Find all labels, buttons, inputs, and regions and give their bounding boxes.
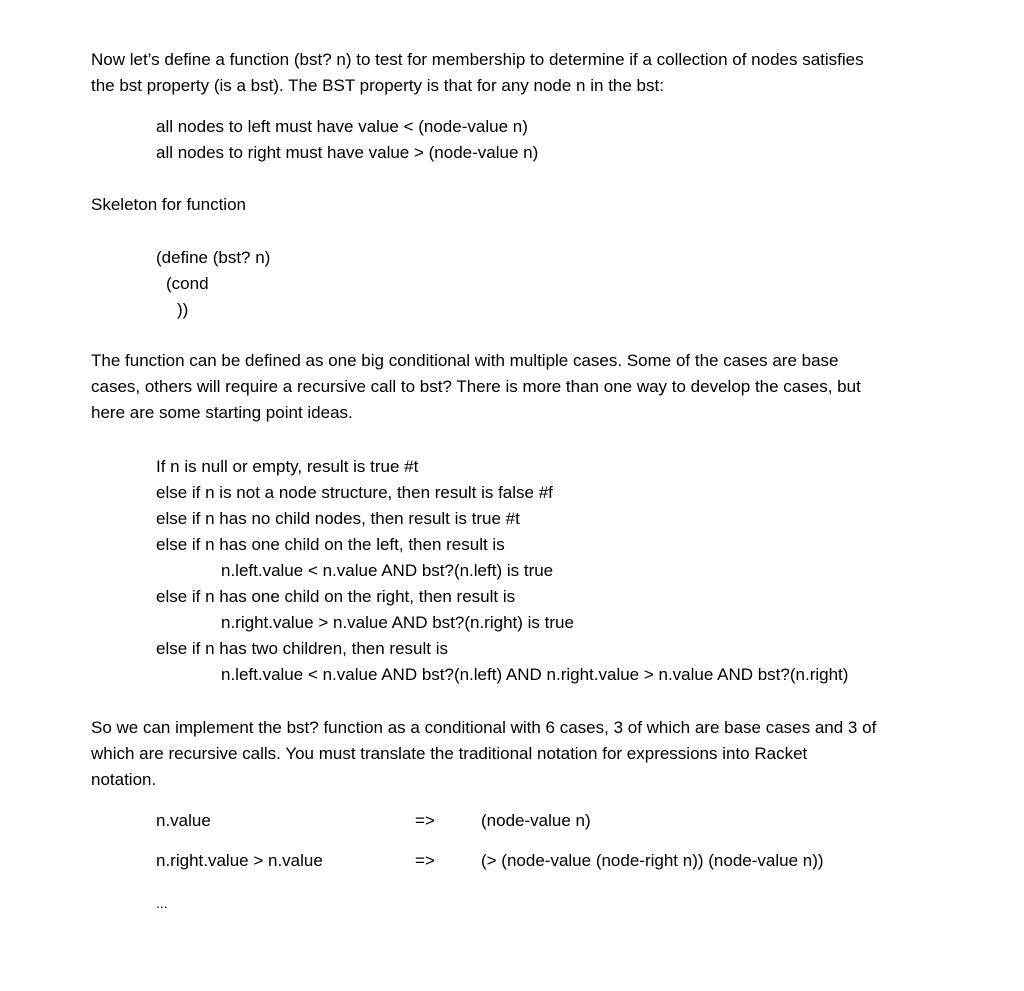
case-1: If n is null or empty, result is true #t <box>156 457 419 476</box>
skeleton-code-line-1: (define (bst? n) <box>156 248 271 267</box>
translation-row <box>0 811 1024 835</box>
translation-arrow: => <box>415 811 435 830</box>
explanation-line-2: cases, others will require a recursive call to bst? There is more than one way to develop the cases, but <box>91 377 861 396</box>
explanation-line-1: The function can be defined as one big conditional with multiple cases. Some of the cases are base <box>91 351 839 370</box>
summary-line-2: which are recursive calls. You must translate the traditional notation for expressions into Racket <box>91 744 808 763</box>
ellipsis: ... <box>156 895 168 911</box>
translation-arrow: => <box>415 851 435 870</box>
case-5: else if n has one child on the right, then result is <box>156 587 516 606</box>
case-6-detail: n.left.value < n.value AND bst?(n.left) AND n.right.value > n.value AND bst?(n.right) <box>221 665 849 684</box>
summary-line-1: So we can implement the bst? function as a conditional with 6 cases, 3 of which are base cases and 3 of <box>91 718 877 737</box>
case-6: else if n has two children, then result is <box>156 639 448 658</box>
explanation-line-3: here are some starting point ideas. <box>91 403 353 422</box>
translation-racket: (> (node-value (node-right n)) (node-value n)) <box>481 851 824 870</box>
skeleton-code-line-3: )) <box>177 300 189 319</box>
property-left-rule: all nodes to left must have value < (node-value n) <box>156 117 528 136</box>
translation-expression: n.value <box>156 811 211 830</box>
property-right-rule: all nodes to right must have value > (node-value n) <box>156 143 539 162</box>
translation-row <box>0 851 1024 875</box>
case-4-detail: n.left.value < n.value AND bst?(n.left) is true <box>221 561 554 580</box>
case-3: else if n has no child nodes, then result is true #t <box>156 509 520 528</box>
summary-line-3: notation. <box>91 770 157 789</box>
skeleton-code-line-2: (cond <box>166 274 209 293</box>
skeleton-heading: Skeleton for function <box>91 195 246 214</box>
case-2: else if n is not a node structure, then result is false #f <box>156 483 553 502</box>
intro-line-1: Now let’s define a function (bst? n) to test for membership to determine if a collection of nodes satisfies <box>91 50 864 69</box>
translation-racket: (node-value n) <box>481 811 591 830</box>
translation-expression: n.right.value > n.value <box>156 851 323 870</box>
case-4: else if n has one child on the left, then result is <box>156 535 505 554</box>
case-5-detail: n.right.value > n.value AND bst?(n.right) is true <box>221 613 574 632</box>
intro-line-2: the bst property (is a bst). The BST property is that for any node n in the bst: <box>91 76 664 95</box>
